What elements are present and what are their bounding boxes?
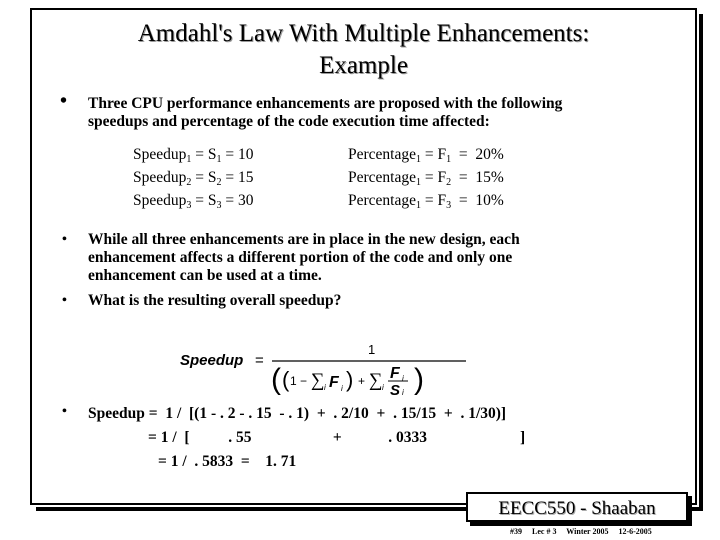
calc-line-3: = 1 / . 5833 = 1. 71: [158, 453, 297, 470]
calc-line-2: = 1 / [ . 55 + . 0333 ]: [148, 429, 526, 446]
sigma-1-index: i: [324, 383, 326, 392]
speedup-s-subscript: 1: [216, 154, 222, 165]
speedup-subscript: 3: [186, 200, 192, 211]
paren-inner-right: ): [346, 367, 354, 392]
sigma-1: ∑: [311, 370, 325, 391]
term: Winter 2005: [566, 527, 609, 536]
speedup-formula: [178, 338, 508, 396]
bullet-3-text: What is the resulting overall speedup?: [88, 292, 342, 309]
percentage-value: = 20%: [451, 146, 504, 163]
paren-outer-left: (: [271, 363, 281, 396]
speedup-label: Speedup: [133, 169, 187, 186]
bullet-1-text: [88, 95, 658, 131]
frac-f-index: i: [402, 374, 404, 383]
speedup-row: [133, 168, 254, 188]
date: 12-6-2005: [618, 527, 652, 536]
paren-outer-right: ): [414, 363, 424, 396]
speedup-value: = 15: [221, 169, 254, 186]
bullet-icon: •: [62, 293, 67, 308]
speedup-s-subscript: 3: [216, 200, 222, 211]
percentage-row: [348, 168, 504, 188]
speedup-subscript: 2: [186, 177, 192, 188]
speedup-label: Speedup: [133, 146, 187, 163]
slide-title: [30, 18, 697, 82]
percentage-f-subscript: 2: [446, 177, 452, 188]
percentage-value: = 15%: [451, 169, 504, 186]
formula-plus: +: [358, 374, 366, 388]
course-badge: EECC550 - Shaaban: [466, 492, 688, 522]
formula-f: F: [329, 374, 339, 391]
percentage-subscript: 1: [416, 200, 421, 211]
formula-numerator: 1: [368, 342, 376, 357]
speedup-row: [133, 145, 254, 165]
percentage-f-subscript: 1: [446, 154, 452, 165]
bullet-2-line-1: While all three enhancements are in place in the new design, each: [88, 231, 520, 248]
bullet-2-text: [88, 231, 658, 285]
lecture-number: Lec # 3: [532, 527, 557, 536]
percentage-row: [348, 191, 504, 211]
percentage-f-subscript: 3: [446, 200, 452, 211]
bullet-1-line-2: speedups and percentage of the code execution time affected:: [88, 113, 490, 130]
bullet-2-line-2: enhancement affects a different portion of the code and only one: [88, 249, 513, 266]
bullet-1-line-1: Three CPU performance enhancements are proposed with the following: [88, 95, 563, 112]
percentage-row: [348, 145, 504, 165]
sigma-2: ∑: [369, 370, 383, 391]
speedup-value: = 30: [221, 192, 254, 209]
speedup-subscript: 1: [186, 154, 192, 165]
bullet-2-line-3: enhancement can be used at a time.: [88, 267, 322, 284]
title-line-2: Example: [319, 52, 408, 79]
formula-lhs: Speedup: [180, 352, 244, 369]
title-line-1: Amdahl's Law With Multiple Enhancements:: [137, 20, 590, 47]
slide-footer: [510, 527, 660, 536]
percentage-subscript: 1: [416, 154, 421, 165]
bullet-icon: •: [60, 90, 68, 112]
speedup-row: [133, 191, 254, 211]
percentage-subscript: 1: [416, 177, 421, 188]
percentage-value: = 10%: [451, 192, 504, 209]
percentage-label: Percentage: [348, 146, 416, 163]
speedup-s-subscript: 2: [216, 177, 222, 188]
bullet-icon: •: [62, 404, 67, 419]
speedup-eq: = S: [191, 169, 217, 186]
formula-minus: −: [300, 374, 308, 388]
sigma-2-index: i: [382, 383, 384, 392]
slide-number: #39: [510, 527, 522, 536]
frac-s: S: [390, 382, 401, 396]
formula-one: 1: [290, 374, 297, 388]
speedup-value: = 10: [221, 146, 254, 163]
frac-s-index: i: [402, 388, 404, 396]
percentage-eq: = F: [421, 169, 447, 186]
calc-line-1: Speedup = 1 / [(1 - . 2 - . 15 - . 1) + . 2/10 + . 15/15 + . 1/30)]: [88, 405, 507, 422]
formula-equals: =: [255, 352, 264, 369]
bullet-icon: •: [62, 232, 67, 247]
percentage-eq: = F: [421, 146, 447, 163]
percentage-eq: = F: [421, 192, 447, 209]
frac-f: F: [390, 365, 400, 382]
percentage-label: Percentage: [348, 192, 416, 209]
speedup-label: Speedup: [133, 192, 187, 209]
speedup-eq: = S: [191, 192, 217, 209]
paren-inner-left: (: [282, 367, 290, 392]
percentage-label: Percentage: [348, 169, 416, 186]
speedup-eq: = S: [191, 146, 217, 163]
formula-f-index: i: [341, 384, 343, 393]
